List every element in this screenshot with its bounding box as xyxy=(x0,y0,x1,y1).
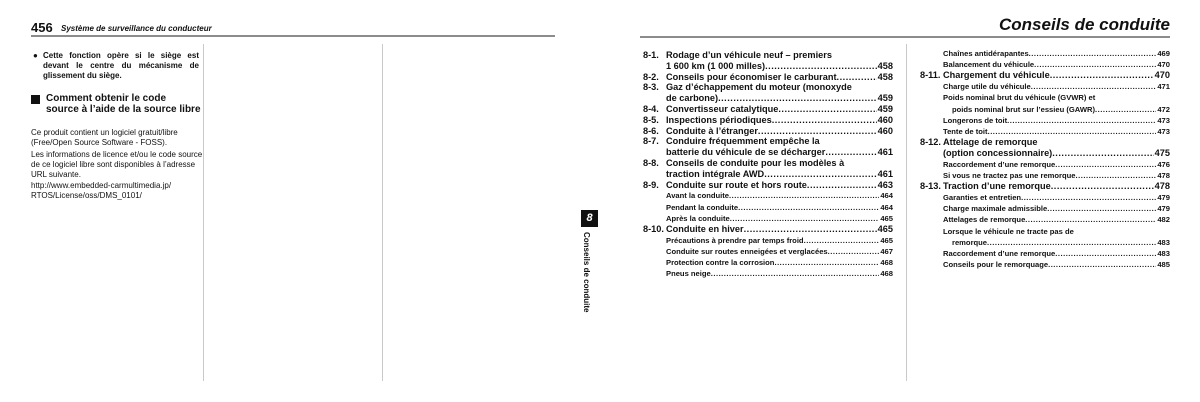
toc-entry-text: batterie du véhicule de se décharger xyxy=(666,147,826,158)
toc-page-number: 473 xyxy=(1157,127,1170,137)
toc-line xyxy=(643,82,893,93)
toc-entry-number: 8-3. xyxy=(643,82,659,93)
toc-entry-label xyxy=(943,148,1154,159)
toc-entry-label xyxy=(666,82,893,93)
toc-leader-dots xyxy=(758,126,877,137)
toc-page-number: 475 xyxy=(1154,148,1170,159)
toc-entry-label xyxy=(666,50,893,61)
toc-page-number: 479 xyxy=(1157,193,1170,203)
toc-entry-label xyxy=(666,136,893,147)
toc-entry-text: Après la conduite xyxy=(666,213,730,223)
toc-entry[interactable] xyxy=(643,82,893,104)
toc-leader-dots xyxy=(1025,214,1156,225)
toc-entry-text: Raccordement d’une remorque xyxy=(943,249,1056,259)
toc-line xyxy=(643,136,893,147)
toc-leader-dots xyxy=(807,180,877,191)
toc-entry[interactable] xyxy=(920,126,1170,137)
toc-line xyxy=(920,59,1170,70)
toc-column-2 xyxy=(920,48,1170,270)
source-url: http://www.embedded-carmultimedia.jp/ RTOS/License/oss/DMS_0101/ xyxy=(31,181,172,200)
section-title: Comment obtenir le code source à l’aide de la source libre xyxy=(46,93,201,115)
toc-line xyxy=(920,48,1170,59)
toc-entry-number: 8-6. xyxy=(643,125,659,136)
chapter-tab-label: Conseils de conduite xyxy=(582,232,591,313)
toc-page-number: 458 xyxy=(877,60,893,71)
chapter-title: Conseils de conduite xyxy=(999,15,1170,34)
bullet-item xyxy=(33,51,199,81)
toc-entry[interactable] xyxy=(920,81,1170,92)
toc-page-number: 463 xyxy=(877,179,893,190)
toc-leader-dots xyxy=(1021,192,1156,203)
toc-entry-text: Pneus neige xyxy=(666,269,711,279)
toc-entry-text: Conseils pour le remorquage xyxy=(943,260,1049,270)
toc-leader-dots xyxy=(1031,81,1157,92)
toc-page-number: 468 xyxy=(880,269,893,279)
toc-entry[interactable] xyxy=(643,136,893,158)
toc-entry-label xyxy=(943,192,1156,203)
column-divider xyxy=(203,44,204,381)
toc-page-number: 464 xyxy=(880,202,893,212)
toc-entry-text: Raccordement d’une remorque xyxy=(943,159,1056,169)
toc-entry-label xyxy=(666,202,879,213)
toc-entry-number: 8-4. xyxy=(643,103,659,114)
bullet-text: Cette fonction opère si le siège est devant le centre du mécanisme de glissement du siège. xyxy=(43,51,199,80)
toc-entry-label xyxy=(666,235,879,246)
toc-page-number: 464 xyxy=(880,191,893,201)
toc-leader-dots xyxy=(744,224,877,235)
toc-entry-label xyxy=(666,126,877,137)
toc-entry-label xyxy=(943,126,1156,137)
toc-entry-text: de carbone) xyxy=(666,93,719,104)
toc-entry-text: Gaz d’échappement du moteur (monoxyde xyxy=(666,82,852,93)
toc-entry-text: Conseils de conduite pour les modèles à xyxy=(666,157,845,168)
toc-page-number: 458 xyxy=(877,71,893,82)
toc-entry-number: 8-5. xyxy=(643,114,659,125)
page-number: 456 xyxy=(31,20,53,35)
toc-entry-label xyxy=(952,104,1156,115)
toc-entry-label xyxy=(943,81,1156,92)
toc-entry[interactable] xyxy=(920,214,1170,225)
toc-page-number: 469 xyxy=(1157,49,1170,58)
toc-line xyxy=(643,190,893,201)
toc-entry-label xyxy=(666,268,879,279)
toc-line xyxy=(643,202,893,213)
toc-entry-label xyxy=(943,48,1156,59)
header-rule xyxy=(640,36,1170,38)
toc-entry[interactable] xyxy=(643,190,893,201)
toc-entry-text: poids nominal brut sur l’essieu (GAWR) xyxy=(952,104,1096,114)
toc-line xyxy=(643,115,893,126)
toc-entry[interactable] xyxy=(920,248,1170,259)
toc-entry-label xyxy=(943,203,1156,214)
toc-leader-dots xyxy=(1034,59,1156,70)
toc-line xyxy=(643,93,893,104)
toc-page-number: 473 xyxy=(1157,115,1170,125)
toc-column-1 xyxy=(643,50,893,280)
toc-page-number: 483 xyxy=(1157,237,1170,247)
toc-entry-label xyxy=(666,104,877,115)
toc-entry-label xyxy=(943,92,1170,103)
toc-leader-dots xyxy=(1048,259,1156,270)
toc-entry[interactable] xyxy=(643,235,893,246)
toc-page-number: 460 xyxy=(877,125,893,136)
toc-page-number: 479 xyxy=(1157,204,1170,214)
toc-line xyxy=(643,61,893,72)
toc-leader-dots xyxy=(988,126,1157,137)
toc-entry-text: traction intégrale AWD xyxy=(666,168,765,179)
toc-page-number: 465 xyxy=(880,213,893,223)
toc-entry-number: 8-9. xyxy=(643,179,659,190)
toc-entry-label xyxy=(666,190,879,201)
toc-entry[interactable] xyxy=(920,70,1170,81)
toc-entry-label xyxy=(943,214,1156,225)
toc-entry-number: 8-11. xyxy=(920,70,941,81)
toc-leader-dots xyxy=(1095,104,1156,115)
header-rule xyxy=(31,35,555,37)
toc-entry[interactable] xyxy=(920,226,1170,248)
toc-leader-dots xyxy=(837,72,877,83)
toc-page-number: 468 xyxy=(880,258,893,268)
toc-entry[interactable] xyxy=(920,59,1170,70)
toc-entry[interactable] xyxy=(920,203,1170,214)
toc-line xyxy=(920,137,1170,148)
toc-entry[interactable] xyxy=(643,50,893,72)
toc-entry[interactable] xyxy=(643,202,893,213)
toc-line xyxy=(643,246,893,257)
toc-page-number: 485 xyxy=(1157,260,1170,270)
section-heading xyxy=(31,93,201,115)
toc-entry-label xyxy=(666,147,877,158)
toc-page-number: 470 xyxy=(1154,70,1170,81)
toc-page-number: 476 xyxy=(1157,159,1170,169)
toc-leader-dots xyxy=(1050,70,1154,81)
toc-entry-text: Convertisseur catalytique xyxy=(666,103,779,114)
toc-line xyxy=(920,81,1170,92)
toc-line xyxy=(920,115,1170,126)
toc-entry-label xyxy=(943,181,1154,192)
toc-leader-dots xyxy=(764,169,876,180)
toc-entry-label xyxy=(943,137,1170,148)
column-divider xyxy=(906,44,907,381)
toc-entry-text: Garanties et entretien xyxy=(943,193,1022,203)
toc-leader-dots xyxy=(804,235,880,246)
toc-line xyxy=(643,180,893,191)
toc-entry[interactable] xyxy=(920,48,1170,59)
toc-entry[interactable] xyxy=(643,213,893,224)
toc-entry-text: Si vous ne tractez pas une remorque xyxy=(943,171,1076,181)
toc-leader-dots xyxy=(765,61,877,72)
toc-line xyxy=(920,226,1170,237)
toc-entry-text: Conduire fréquemment empêche la xyxy=(666,136,820,147)
toc-page-number: 471 xyxy=(1157,82,1170,92)
chapter-tab-number: 8 xyxy=(581,210,598,227)
toc-entry[interactable] xyxy=(920,115,1170,126)
toc-entry-text: (option concessionnaire) xyxy=(943,148,1053,159)
toc-entry-text: Conduite sur route et hors route xyxy=(666,179,807,190)
toc-entry[interactable] xyxy=(920,181,1170,192)
toc-entry-text: Conseils pour économiser le carburant xyxy=(666,71,837,82)
toc-line xyxy=(643,268,893,279)
running-header: Système de surveillance du conducteur xyxy=(61,24,212,33)
toc-page-number: 465 xyxy=(877,223,893,234)
toc-leader-dots xyxy=(987,237,1156,248)
toc-leader-dots xyxy=(1055,159,1156,170)
toc-page-number: 460 xyxy=(877,114,893,125)
toc-entry[interactable] xyxy=(643,257,893,268)
toc-entry-label xyxy=(666,213,879,224)
toc-entry-text: Conduite à l’étranger xyxy=(666,125,758,136)
toc-entry-label xyxy=(943,226,1170,237)
toc-line xyxy=(920,126,1170,137)
toc-entry-text: Attelage de remorque xyxy=(943,137,1038,148)
toc-entry-label xyxy=(666,61,877,72)
toc-entry-number: 8-8. xyxy=(643,157,659,168)
toc-entry[interactable] xyxy=(643,104,893,115)
toc-line xyxy=(643,235,893,246)
toc-entry[interactable] xyxy=(643,72,893,83)
toc-line xyxy=(920,170,1170,181)
toc-entry-text: Traction d’une remorque xyxy=(943,181,1051,192)
toc-line xyxy=(920,104,1170,115)
paragraph: Ce produit contient un logiciel gratuit/libre (Free/Open Source Software - FOSS). xyxy=(31,128,178,147)
toc-entry[interactable] xyxy=(643,180,893,191)
toc-entry[interactable] xyxy=(920,170,1170,181)
toc-entry[interactable] xyxy=(920,192,1170,203)
toc-entry-label xyxy=(943,170,1156,181)
toc-entry-text: Tente de toit xyxy=(943,127,988,137)
toc-line xyxy=(920,192,1170,203)
toc-leader-dots xyxy=(718,93,877,104)
toc-entry-text: Conduite sur routes enneigées et verglacées xyxy=(666,246,828,256)
toc-entry-label xyxy=(666,180,877,191)
column-divider xyxy=(382,44,383,381)
toc-line xyxy=(643,126,893,137)
toc-entry-text: Rodage d’un véhicule neuf – premiers xyxy=(666,50,832,60)
toc-entry-label xyxy=(666,246,879,257)
toc-entry-label xyxy=(666,257,879,268)
toc-page-number: 482 xyxy=(1157,215,1170,225)
toc-entry-text: Pendant la conduite xyxy=(666,202,739,212)
toc-leader-dots xyxy=(778,104,876,115)
toc-entry[interactable] xyxy=(643,115,893,126)
toc-line xyxy=(643,169,893,180)
right-page xyxy=(600,0,1200,402)
toc-line xyxy=(920,203,1170,214)
toc-leader-dots xyxy=(738,202,879,213)
toc-page-number: 465 xyxy=(880,235,893,245)
toc-page-number: 467 xyxy=(880,246,893,256)
toc-entry-text: Inspections périodiques xyxy=(666,114,772,125)
toc-leader-dots xyxy=(1052,148,1153,159)
toc-entry-text: Protection contre la corrosion xyxy=(666,258,775,268)
toc-entry-label xyxy=(943,59,1156,70)
toc-entry-text: Chaînes antidérapantes xyxy=(943,49,1029,58)
toc-line xyxy=(920,248,1170,259)
toc-entry-text: remorque xyxy=(952,237,988,247)
toc-line xyxy=(643,224,893,235)
toc-page-number: 478 xyxy=(1157,171,1170,181)
toc-entry-number: 8-10. xyxy=(643,223,664,234)
toc-entry-label xyxy=(666,158,893,169)
toc-page-number: 470 xyxy=(1157,60,1170,70)
toc-leader-dots xyxy=(825,147,876,158)
toc-entry-number: 8-13. xyxy=(920,181,941,192)
toc-line xyxy=(643,104,893,115)
toc-line xyxy=(920,70,1170,81)
toc-entry-label xyxy=(943,159,1156,170)
toc-entry-text: Conduite en hiver xyxy=(666,223,744,234)
toc-entry-label xyxy=(666,72,877,83)
toc-leader-dots xyxy=(772,115,877,126)
toc-line xyxy=(920,237,1170,248)
toc-entry-number: 8-1. xyxy=(643,50,659,60)
toc-page-number: 461 xyxy=(877,147,893,158)
toc-entry-label xyxy=(943,248,1156,259)
toc-leader-dots xyxy=(1076,170,1157,181)
toc-entry[interactable] xyxy=(920,159,1170,170)
toc-entry-text: Balancement du véhicule xyxy=(943,60,1035,70)
toc-entry[interactable] xyxy=(643,224,893,235)
toc-entry-label xyxy=(943,70,1154,81)
toc-entry-number: 8-12. xyxy=(920,137,941,148)
toc-line xyxy=(643,257,893,268)
toc-leader-dots xyxy=(711,268,880,279)
toc-entry-label xyxy=(666,224,877,235)
toc-entry-text: Avant la conduite xyxy=(666,191,730,201)
toc-entry-text: Poids nominal brut du véhicule (GVWR) et xyxy=(943,93,1096,103)
toc-line xyxy=(643,50,893,61)
toc-leader-dots xyxy=(1051,181,1154,192)
paragraph: Les informations de licence et/ou le code source de ce logiciel libre sont disponibles à l’adresse URL suivante. xyxy=(31,150,203,179)
toc-line xyxy=(643,158,893,169)
bullet-icon: ● xyxy=(33,51,38,60)
toc-line xyxy=(920,148,1170,159)
toc-entry-label xyxy=(666,169,877,180)
toc-entry[interactable] xyxy=(920,92,1170,114)
toc-entry[interactable] xyxy=(643,158,893,180)
toc-line xyxy=(920,259,1170,270)
toc-page-number: 472 xyxy=(1157,104,1170,114)
toc-entry-number: 8-7. xyxy=(643,136,659,147)
toc-entry[interactable] xyxy=(920,137,1170,159)
toc-entry-text: Longerons de toit xyxy=(943,115,1008,125)
toc-page-number: 483 xyxy=(1157,249,1170,259)
toc-entry[interactable] xyxy=(643,268,893,279)
toc-leader-dots xyxy=(730,213,880,224)
toc-line xyxy=(920,159,1170,170)
toc-line xyxy=(643,147,893,158)
toc-entry-text: Charge utile du véhicule xyxy=(943,82,1031,92)
toc-leader-dots xyxy=(1007,115,1156,126)
toc-entry[interactable] xyxy=(643,246,893,257)
toc-leader-dots xyxy=(729,190,879,201)
square-bullet-icon xyxy=(31,95,40,104)
toc-entry-label xyxy=(943,259,1156,270)
toc-page-number: 459 xyxy=(877,103,893,114)
toc-leader-dots xyxy=(1047,203,1156,214)
toc-entry-text: Attelages de remorque xyxy=(943,215,1026,225)
toc-leader-dots xyxy=(1055,248,1156,259)
toc-entry-text: 1 600 km (1 000 milles) xyxy=(666,60,766,71)
toc-page-number: 478 xyxy=(1154,181,1170,192)
toc-leader-dots xyxy=(774,257,879,268)
toc-line xyxy=(643,72,893,83)
toc-line xyxy=(920,181,1170,192)
toc-line xyxy=(643,213,893,224)
toc-entry-label xyxy=(943,115,1156,126)
toc-entry-number: 8-2. xyxy=(643,71,659,82)
toc-leader-dots xyxy=(1029,48,1157,59)
toc-entry[interactable] xyxy=(643,126,893,137)
toc-line xyxy=(920,92,1170,103)
toc-leader-dots xyxy=(828,246,880,257)
toc-page-number: 461 xyxy=(877,168,893,179)
toc-entry-label xyxy=(666,115,877,126)
toc-entry-label xyxy=(952,237,1156,248)
toc-page-number: 459 xyxy=(877,93,893,104)
toc-entry-label xyxy=(666,93,877,104)
toc-entry[interactable] xyxy=(920,259,1170,270)
toc-entry-text: Lorsque le véhicule ne tracte pas de xyxy=(943,226,1074,236)
toc-line xyxy=(920,214,1170,225)
toc-entry-text: Précautions à prendre par temps froid xyxy=(666,235,804,245)
toc-entry-text: Chargement du véhicule xyxy=(943,70,1050,81)
toc-entry-text: Charge maximale admissible xyxy=(943,204,1048,214)
